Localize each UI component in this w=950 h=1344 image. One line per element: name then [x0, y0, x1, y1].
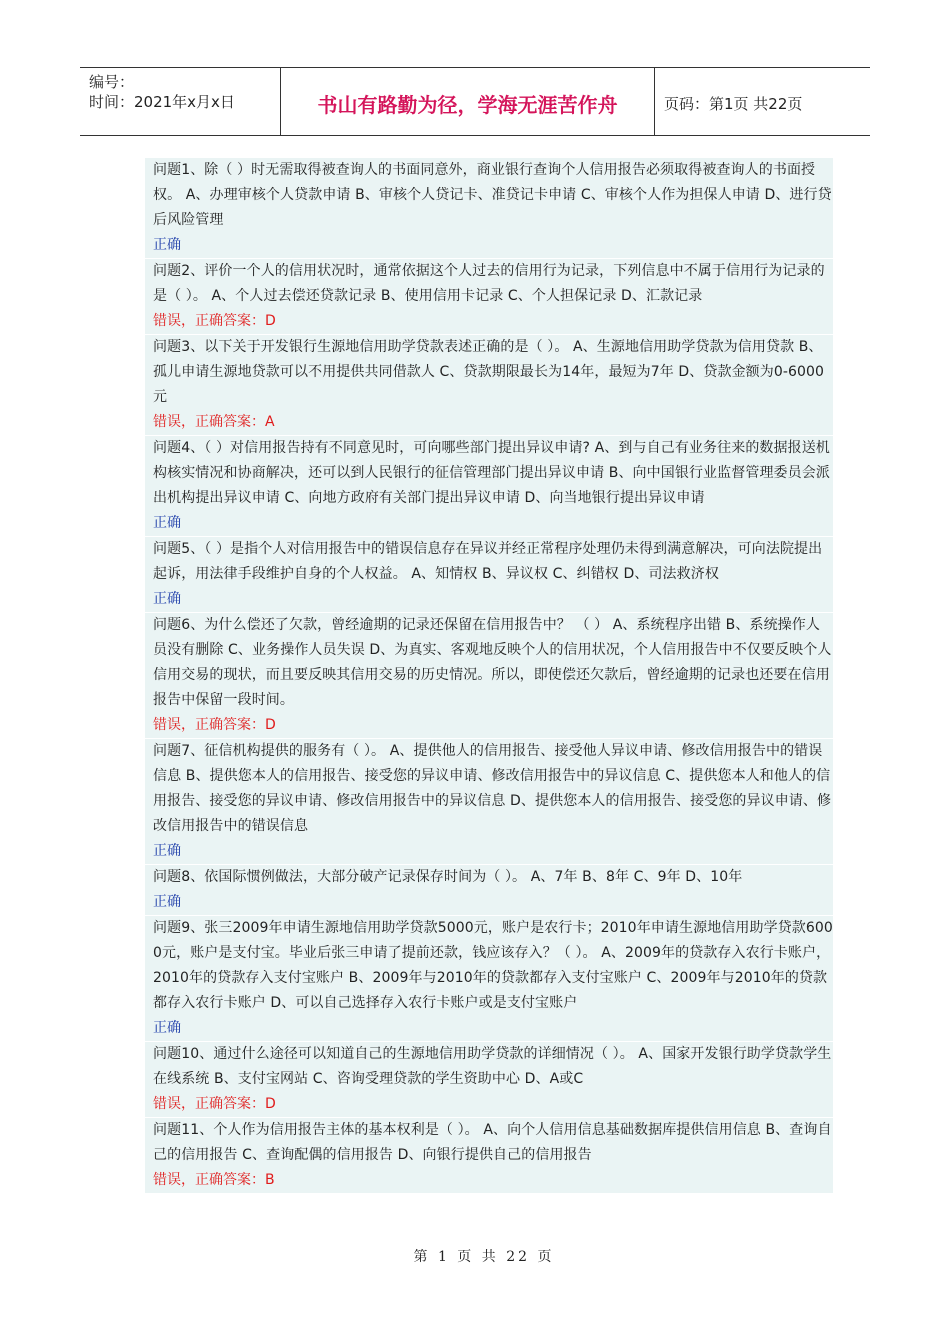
question-block	[145, 916, 833, 1042]
answer-result: 正确	[153, 237, 181, 253]
question-text: 问题8、依国际惯例做法，大部分破产记录保存时间为（ ）。 A、7年 B、8年 C、9年 D、10年	[153, 869, 743, 885]
answer-result: 正确	[153, 894, 181, 910]
question-text: 问题1、除（ ）时无需取得被查询人的书面同意外，商业银行查询个人信用报告必须取得被查询人的书面授权。 A、办理审核个人贷款申请 B、审核个人贷记卡、准贷记卡申请 C、审核个人作为担保人申请 D、进行贷后风险管理	[153, 162, 832, 228]
answer-result: 正确	[153, 591, 181, 607]
answer-result: 错误，正确答案：D	[153, 1096, 276, 1112]
answer-result: 正确	[153, 515, 181, 531]
question-text: 问题3、以下关于开发银行生源地信用助学贷款表述正确的是（ ）。 A、生源地信用助学贷款为信用贷款 B、孤儿申请生源地贷款可以不用提供共同借款人 C、贷款期限最长为14年，最短为7年 D、贷款金额为0-6000元	[153, 339, 825, 405]
question-block	[145, 335, 833, 436]
question-text: 问题11、个人作为信用报告主体的基本权利是（ ）。 A、向个人信用信息基础数据库提供信用信息 B、查询自己的信用报告 C、查询配偶的信用报告 D、向银行提供自己的信用报告	[153, 1122, 832, 1163]
question-block	[145, 158, 833, 259]
question-block	[145, 865, 833, 916]
answer-result: 错误，正确答案：D	[153, 313, 276, 329]
header-time: 时间：2021年x月x日	[89, 93, 235, 111]
header-meta	[80, 68, 281, 135]
question-text: 问题4、（ ）对信用报告持有不同意见时，可向哪些部门提出异议申请? A、到与自己有业务往来的数据报送机构核实情况和协商解决，还可以到人民银行的征信管理部门提出异议申请 B、向中国银行业监督管理委员会派出机构提出异议申请 C、向地方政府有关部门提出异议申请 D、向当地银行提出异议申请	[153, 440, 830, 506]
question-text: 问题6、为什么偿还了欠款，曾经逾期的记录还保留在信用报告中？ （ ） A、系统程序出错 B、系统操作人员没有删除 C、业务操作人员失误 D、为真实、客观地反映个人的信用状况，个人信用报告中不仅要反映个人信用交易的现状，而且要反映其信用交易的历史情况。所以，即使偿还欠款后，曾经逾期的记录也还要在信用报告中保留一段时间。	[153, 617, 832, 708]
question-block	[145, 259, 833, 335]
answer-result: 错误，正确答案：A	[153, 414, 275, 430]
page-header	[80, 67, 870, 136]
question-block	[145, 1118, 833, 1194]
answer-result: 正确	[153, 1020, 181, 1036]
answer-result: 错误，正确答案：B	[153, 1172, 275, 1188]
question-block	[145, 613, 833, 739]
answer-result: 正确	[153, 843, 181, 859]
page-footer: 第 1 页 共 22 页	[413, 1249, 555, 1265]
header-number: 编号：	[89, 73, 135, 91]
question-block	[145, 537, 833, 613]
question-block	[145, 436, 833, 537]
question-text: 问题9、张三2009年申请生源地信用助学贷款5000元，账户是农行卡；2010年申请生源地信用助学贷款6000元，账户是支付宝。毕业后张三申请了提前还款，钱应该存入？（ ）。 A、2009年的贷款存入农行卡账户，2010年的贷款存入支付宝账户 B、2009年与2010年的贷款都存入支付宝账户 C、2009年与2010年的贷款都存入农行卡账户 D、可以自己选择存入农行卡账户或是支付宝账户	[153, 920, 833, 1011]
header-page-number: 页码：第1页 共22页	[664, 95, 803, 113]
question-block	[145, 739, 833, 865]
header-motto: 书山有路勤为径，学海无涯苦作舟	[281, 68, 655, 135]
question-text: 问题5、（ ）是指个人对信用报告中的错误信息存在异议并经正常程序处理仍未得到满意解决，可向法院提出起诉，用法律手段维护自身的个人权益。 A、知情权 B、异议权 C、纠错权 D、司法救济权	[153, 541, 823, 582]
answer-result: 错误，正确答案：D	[153, 717, 276, 733]
question-text: 问题10、通过什么途径可以知道自己的生源地信用助学贷款的详细情况（ ）。 A、国家开发银行助学贷款学生在线系统 B、支付宝网站 C、咨询受理贷款的学生资助中心 D、A或C	[153, 1046, 832, 1087]
question-block	[145, 1042, 833, 1118]
question-text: 问题7、征信机构提供的服务有（ ）。 A、提供他人的信用报告、接受他人异议申请、修改信用报告中的错误信息 B、提供您本人的信用报告、接受您的异议申请、修改信用报告中的异议信息 C、提供您本人和他人的信用报告、接受您的异议申请、修改信用报告中的异议信息 D、提供您本人的信用报告、接受您的异议申请、修改信用报告中的错误信息	[153, 743, 832, 834]
question-list	[145, 158, 833, 1194]
question-text: 问题2、评价一个人的信用状况时，通常依据这个人过去的信用行为记录，下列信息中不属于信用行为记录的是（ ）。 A、个人过去偿还贷款记录 B、使用信用卡记录 C、个人担保记录 D、汇款记录	[153, 263, 825, 304]
